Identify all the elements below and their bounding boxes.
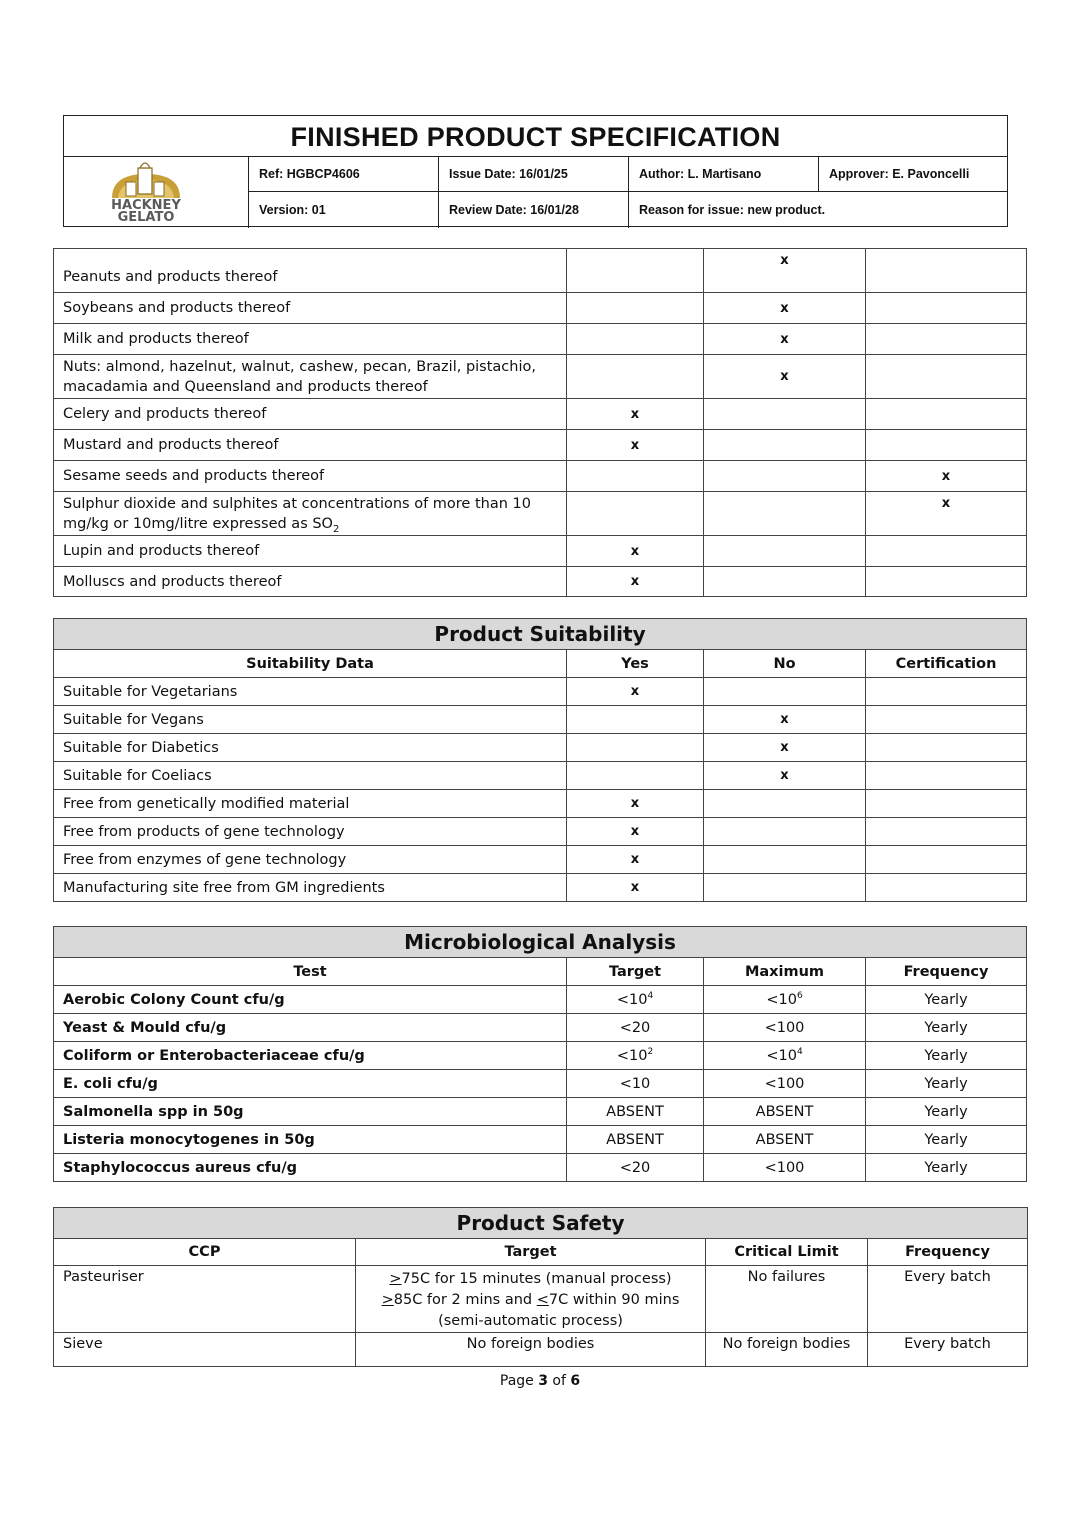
greater-equal-symbol: > (389, 1271, 402, 1287)
allergen-mark (866, 567, 1027, 597)
column-header: Suitability Data (54, 650, 567, 678)
micro-frequency: Yearly (866, 1014, 1027, 1042)
column-header: Maximum (704, 958, 866, 986)
current-page: 3 (538, 1373, 548, 1389)
table-row (54, 986, 1027, 1014)
micro-max: ABSENT (704, 1126, 866, 1154)
allergen-mark (567, 324, 704, 355)
table-row (54, 874, 1027, 902)
suitability-label: Suitable for Vegetarians (54, 678, 567, 706)
spec-header (63, 115, 1008, 227)
micro-test: Coliform or Enterobacteriaceae cfu/g (54, 1042, 567, 1070)
allergen-label-subscript: 2 (332, 523, 340, 535)
micro-target-value: <10 (616, 991, 648, 1008)
micro-target-exponent: 2 (647, 1046, 654, 1057)
column-header: Critical Limit (706, 1239, 868, 1266)
micro-max: <100 (704, 1014, 866, 1042)
hackney-gelato-logo (64, 156, 249, 228)
micro-title: Microbiological Analysis (54, 927, 1027, 958)
suitability-cert (866, 790, 1027, 818)
page-prefix: Page (499, 1373, 539, 1389)
column-header: Target (356, 1239, 706, 1266)
column-header: No (704, 650, 866, 678)
safety-target-text: 75C for 15 minutes (manual process) (401, 1271, 672, 1287)
allergen-mark (866, 430, 1027, 461)
micro-max-exponent: 4 (796, 1046, 803, 1057)
safety-frequency: Every batch (868, 1266, 1028, 1333)
micro-max (704, 986, 866, 1014)
allergen-label: Molluscs and products thereof (54, 567, 567, 597)
allergen-mark (704, 430, 866, 461)
table-header-row (54, 1239, 1028, 1266)
table-row (54, 399, 1027, 430)
table-row (54, 324, 1027, 355)
safety-target-line (365, 1269, 696, 1290)
table-row (54, 1098, 1027, 1126)
suitability-cert (866, 734, 1027, 762)
micro-test: Aerobic Colony Count cfu/g (54, 986, 567, 1014)
table-header-row (54, 650, 1027, 678)
suitability-label: Free from products of gene technology (54, 818, 567, 846)
allergen-mark: x (704, 249, 866, 293)
suitability-cert (866, 874, 1027, 902)
micro-max-value: <10 (766, 1047, 797, 1064)
column-header: CCP (54, 1239, 356, 1266)
allergen-mark: x (567, 430, 704, 461)
suitability-cert (866, 818, 1027, 846)
micro-frequency: Yearly (866, 986, 1027, 1014)
suitability-no: x (704, 706, 866, 734)
table-row (54, 846, 1027, 874)
micro-test: Listeria monocytogenes in 50g (54, 1126, 567, 1154)
table-row (54, 734, 1027, 762)
suitability-yes: x (567, 678, 704, 706)
micro-target-value: <10 (616, 1047, 648, 1064)
safety-ccp: Sieve (54, 1333, 356, 1367)
greater-equal-symbol: > (381, 1292, 394, 1308)
allergen-mark (567, 249, 704, 293)
allergen-mark (866, 324, 1027, 355)
table-row (54, 1042, 1027, 1070)
suitability-no (704, 790, 866, 818)
allergen-label: Soybeans and products thereof (54, 293, 567, 324)
micro-max: ABSENT (704, 1098, 866, 1126)
micro-target: <20 (567, 1014, 704, 1042)
table-row (54, 1333, 1028, 1367)
table-row (54, 293, 1027, 324)
suitability-title: Product Suitability (54, 619, 1027, 650)
column-header: Frequency (868, 1239, 1028, 1266)
table-row (54, 678, 1027, 706)
allergen-mark (704, 536, 866, 567)
allergen-mark: x (866, 492, 1027, 536)
table-row (54, 1126, 1027, 1154)
micro-max-exponent: 6 (796, 990, 803, 1001)
allergen-mark (866, 536, 1027, 567)
logo-line1: HACKNEY (111, 198, 181, 213)
page-of: of (547, 1373, 571, 1389)
suitability-label: Suitable for Vegans (54, 706, 567, 734)
safety-target-line: (semi-automatic process) (438, 1313, 623, 1329)
suitability-table (53, 618, 1027, 902)
safety-target-text: 85C for 2 mins and (393, 1292, 537, 1308)
table-row (54, 461, 1027, 492)
reason-cell: Reason for issue: new product. (639, 203, 826, 217)
column-header: Test (54, 958, 567, 986)
suitability-label: Suitable for Diabetics (54, 734, 567, 762)
allergen-mark: x (567, 567, 704, 597)
micro-target: ABSENT (567, 1098, 704, 1126)
allergen-mark (866, 249, 1027, 293)
allergen-mark (866, 399, 1027, 430)
safety-frequency: Every batch (868, 1333, 1028, 1367)
micro-frequency: Yearly (866, 1042, 1027, 1070)
micro-max: <100 (704, 1070, 866, 1098)
micro-target: ABSENT (567, 1126, 704, 1154)
table-row (54, 790, 1027, 818)
allergen-mark (866, 355, 1027, 399)
column-header: Yes (567, 650, 704, 678)
suitability-no: x (704, 734, 866, 762)
micro-test: Yeast & Mould cfu/g (54, 1014, 567, 1042)
allergen-mark: x (567, 399, 704, 430)
total-pages: 6 (570, 1373, 581, 1389)
micro-test: Staphylococcus aureus cfu/g (54, 1154, 567, 1182)
micro-target: <20 (567, 1154, 704, 1182)
suitability-no (704, 678, 866, 706)
micro-test: E. coli cfu/g (54, 1070, 567, 1098)
suitability-no: x (704, 762, 866, 790)
document-title: FINISHED PRODUCT SPECIFICATION (64, 116, 1007, 157)
allergen-label: Sesame seeds and products thereof (54, 461, 567, 492)
suitability-yes: x (567, 790, 704, 818)
allergen-mark (567, 355, 704, 399)
micro-frequency: Yearly (866, 1098, 1027, 1126)
allergen-table (53, 248, 1027, 597)
safety-target-text: 7C within 90 mins (548, 1292, 680, 1308)
less-equal-symbol: < (536, 1292, 549, 1308)
safety-limit: No foreign bodies (706, 1333, 868, 1367)
safety-limit: No failures (706, 1266, 868, 1333)
allergen-mark (567, 492, 704, 536)
column-header: Frequency (866, 958, 1027, 986)
table-row (54, 1266, 1028, 1333)
suitability-label: Manufacturing site free from GM ingredients (54, 874, 567, 902)
review-date-cell: Review Date: 16/01/28 (439, 192, 629, 228)
table-row (54, 492, 1027, 536)
suitability-label: Free from enzymes of gene technology (54, 846, 567, 874)
micro-frequency: Yearly (866, 1154, 1027, 1182)
table-row (54, 249, 1027, 293)
column-header: Target (567, 958, 704, 986)
suitability-label: Suitable for Coeliacs (54, 762, 567, 790)
table-row (54, 1014, 1027, 1042)
allergen-label: Lupin and products thereof (54, 536, 567, 567)
author-cell: Author: L. Martisano (629, 156, 819, 192)
suitability-yes (567, 734, 704, 762)
micro-max (704, 1042, 866, 1070)
table-row (54, 818, 1027, 846)
allergen-mark: x (704, 324, 866, 355)
suitability-cert (866, 762, 1027, 790)
micro-max-value: <10 (766, 991, 797, 1008)
micro-target-exponent: 4 (647, 990, 654, 1001)
suitability-yes (567, 706, 704, 734)
allergen-mark (567, 461, 704, 492)
approver-cell: Approver: E. Pavoncelli (819, 156, 1007, 192)
suitability-cert (866, 706, 1027, 734)
suitability-yes: x (567, 818, 704, 846)
allergen-mark (704, 567, 866, 597)
allergen-label: Peanuts and products thereof (54, 249, 567, 293)
suitability-label: Free from genetically modified material (54, 790, 567, 818)
table-row (54, 762, 1027, 790)
table-row (54, 1154, 1027, 1182)
safety-target (356, 1266, 706, 1333)
table-row (54, 706, 1027, 734)
allergen-mark (866, 293, 1027, 324)
page-number (0, 1373, 1080, 1389)
allergen-label: Nuts: almond, hazelnut, walnut, cashew, pecan, Brazil, pistachio, macadamia and Queensland and products thereof (54, 355, 567, 399)
table-row (54, 1070, 1027, 1098)
micro-test: Salmonella spp in 50g (54, 1098, 567, 1126)
allergen-mark: x (567, 536, 704, 567)
suitability-cert (866, 846, 1027, 874)
allergen-mark (704, 399, 866, 430)
micro-max: <100 (704, 1154, 866, 1182)
suitability-cert (866, 678, 1027, 706)
issue-date-cell: Issue Date: 16/01/25 (439, 156, 629, 192)
allergen-mark (704, 492, 866, 536)
micro-frequency: Yearly (866, 1126, 1027, 1154)
table-row (54, 567, 1027, 597)
allergen-label: Mustard and products thereof (54, 430, 567, 461)
suitability-no (704, 846, 866, 874)
table-row (54, 355, 1027, 399)
micro-table (53, 926, 1027, 1182)
safety-title: Product Safety (54, 1208, 1028, 1239)
safety-target-line (365, 1290, 696, 1311)
allergen-mark: x (704, 293, 866, 324)
micro-target (567, 986, 704, 1014)
allergen-mark: x (704, 355, 866, 399)
table-row (54, 536, 1027, 567)
allergen-mark (567, 293, 704, 324)
table-header-row (54, 958, 1027, 986)
safety-table (53, 1207, 1028, 1367)
allergen-label: Celery and products thereof (54, 399, 567, 430)
suitability-no (704, 818, 866, 846)
ref-cell: Ref: HGBCP4606 (249, 156, 439, 192)
allergen-label: Milk and products thereof (54, 324, 567, 355)
gelato-cone-logo-icon (64, 156, 248, 228)
allergen-mark: x (866, 461, 1027, 492)
table-row (54, 430, 1027, 461)
suitability-no (704, 874, 866, 902)
logo-line2: GELATO (117, 210, 175, 225)
micro-target: <10 (567, 1070, 704, 1098)
safety-target: No foreign bodies (356, 1333, 706, 1367)
allergen-mark (704, 461, 866, 492)
micro-frequency: Yearly (866, 1070, 1027, 1098)
allergen-label (54, 492, 567, 536)
micro-target (567, 1042, 704, 1070)
suitability-yes: x (567, 874, 704, 902)
suitability-yes (567, 762, 704, 790)
allergen-label-text: Sulphur dioxide and sulphites at concentrations of more than 10 mg/kg or 10mg/litre expressed as SO (63, 495, 531, 532)
column-header: Certification (866, 650, 1027, 678)
safety-ccp: Pasteuriser (54, 1266, 356, 1333)
suitability-yes: x (567, 846, 704, 874)
version-cell: Version: 01 (249, 192, 439, 228)
